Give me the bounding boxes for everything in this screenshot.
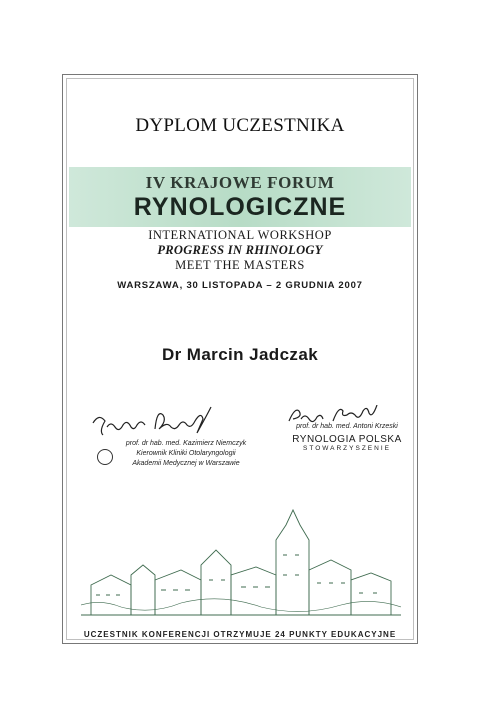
forum-title-line2: RYNOLOGICZNE <box>133 193 347 221</box>
diploma-title: DYPLOM UCZESTNIKA <box>135 115 345 136</box>
signatory-left-line3: Akademii Medycznej w Warszawie <box>132 460 240 467</box>
society-name: RYNOLOGIA POLSKA <box>292 434 402 445</box>
workshop-line3: MEET THE MASTERS <box>175 258 305 272</box>
workshop-line2: PROGRESS IN RHINOLOGY <box>157 243 323 257</box>
town-sketch <box>81 505 401 625</box>
participant-name: Dr Marcin Jadczak <box>161 345 319 364</box>
diploma-frame <box>62 74 418 644</box>
forum-title-line1: IV KRAJOWE FORUM <box>145 173 335 192</box>
signatory-left-line2: Kierownik Kliniki Otolaryngologii <box>136 450 236 457</box>
signatory-right-line1: prof. dr hab. med. Antoni Krzeski <box>296 423 398 430</box>
signature-left <box>85 403 255 443</box>
workshop-line1: INTERNATIONAL WORKSHOP <box>148 228 332 242</box>
signatory-right-block <box>277 422 417 452</box>
society-subtitle: STOWARZYSZENIE <box>303 445 391 452</box>
signatory-left-line1: prof. dr hab. med. Kazimierz Niemczyk <box>125 440 247 447</box>
footer-points-note: UCZESTNIK KONFERENCJI OTRZYMUJE 24 PUNKTY EDUKACYJNE <box>83 630 397 639</box>
event-date-place: WARSZAWA, 30 LISTOPADA – 2 GRUDNIA 2007 <box>117 280 363 291</box>
signatory-left-block <box>101 439 271 469</box>
